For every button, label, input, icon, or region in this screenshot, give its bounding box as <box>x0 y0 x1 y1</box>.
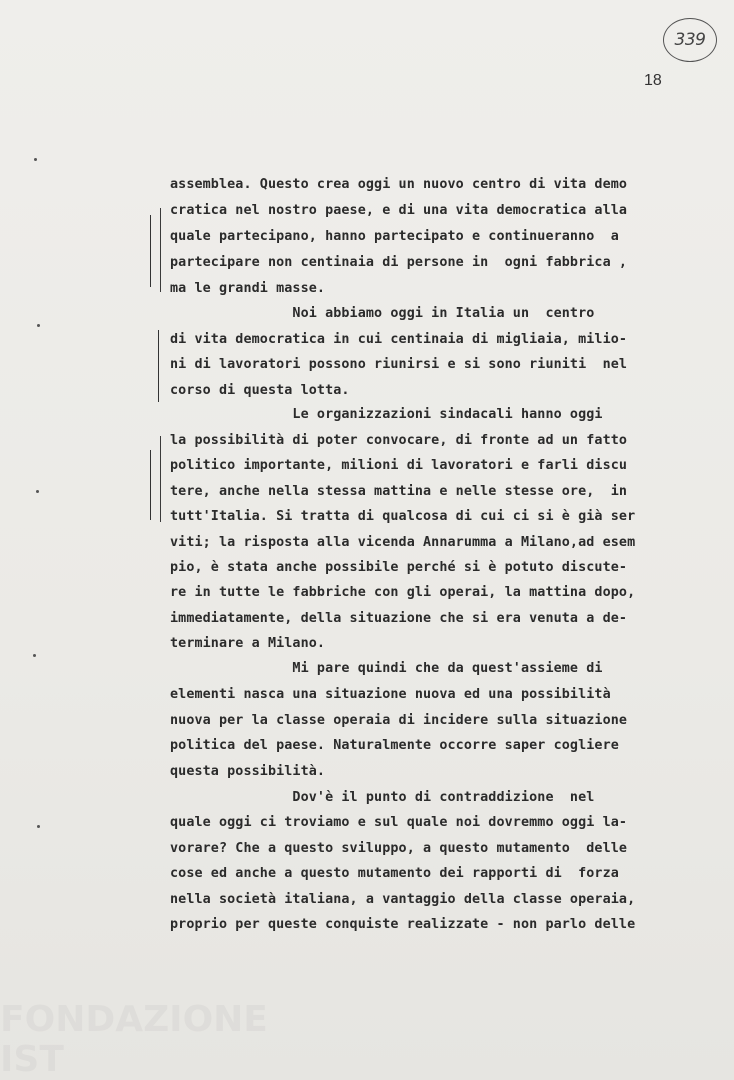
text-line: vorare? Che a questo sviluppo, a questo mutamento delle <box>170 841 628 856</box>
text-line: assemblea. Questo crea oggi un nuovo centro di vita demo <box>170 177 628 192</box>
text-line: Dov'è il punto di contraddizione nel <box>170 790 595 805</box>
text-line: elementi nasca una situazione nuova ed una possibilità <box>170 687 611 702</box>
text-line: politico importante, milioni di lavoratori e farli discu <box>170 458 628 473</box>
text-line: cose ed anche a questo mutamento dei rapporti di forza <box>170 866 619 881</box>
text-line: viti; la risposta alla vicenda Annarumma a Milano,ad esem <box>170 535 636 550</box>
margin-mark <box>160 208 161 292</box>
margin-dot <box>34 158 37 161</box>
text-line: nella società italiana, a vantaggio della classe operaia, <box>170 892 636 907</box>
text-line: partecipare non centinaia di persone in ogni fabbrica , <box>170 255 628 270</box>
text-line: proprio per queste conquiste realizzate - non parlo delle <box>170 917 636 932</box>
text-line: Mi pare quindi che da quest'assieme di <box>170 661 603 676</box>
text-line: cratica nel nostro paese, e di una vita democratica alla <box>170 203 628 218</box>
text-line: politica del paese. Naturalmente occorre saper cogliere <box>170 738 619 753</box>
text-line: tere, anche nella stessa mattina e nelle stesse ore, in <box>170 484 628 499</box>
margin-dot <box>36 490 39 493</box>
margin-mark <box>150 450 151 520</box>
margin-mark <box>150 215 151 287</box>
text-line: corso di questa lotta. <box>170 383 350 398</box>
text-line: la possibilità di poter convocare, di fronte ad un fatto <box>170 433 628 448</box>
margin-mark <box>160 436 161 522</box>
margin-dot <box>37 825 40 828</box>
text-line: pio, è stata anche possibile perché si è potuto discute- <box>170 560 628 575</box>
archive-watermark <box>0 1000 268 1080</box>
text-line: tutt'Italia. Si tratta di qualcosa di cui ci si è già ser <box>170 509 636 524</box>
margin-dot <box>33 654 36 657</box>
text-line: quale partecipano, hanno partecipato e continueranno a <box>170 229 619 244</box>
text-line: terminare a Milano. <box>170 636 326 651</box>
text-line: questa possibilità. <box>170 764 326 779</box>
text-line: re in tutte le fabbriche con gli operai, la mattina dopo, <box>170 585 636 600</box>
text-line: ni di lavoratori possono riunirsi e si sono riuniti nel <box>170 357 628 372</box>
margin-dot <box>37 324 40 327</box>
margin-mark <box>158 330 159 402</box>
text-line: di vita democratica in cui centinaia di migliaia, milio- <box>170 332 628 347</box>
text-line: Noi abbiamo oggi in Italia un centro <box>170 306 595 321</box>
text-line: Le organizzazioni sindacali hanno oggi <box>170 407 603 422</box>
text-line: nuova per la classe operaia di incidere sulla situazione <box>170 713 628 728</box>
text-line: quale oggi ci troviamo e sul quale noi dovremmo oggi la- <box>170 815 628 830</box>
page-number: 18 <box>644 72 662 89</box>
text-line: ma le grandi masse. <box>170 281 326 296</box>
text-line: immediatamente, della situazione che si era venuta a de- <box>170 611 628 626</box>
archive-stamp: 339 <box>663 18 717 62</box>
